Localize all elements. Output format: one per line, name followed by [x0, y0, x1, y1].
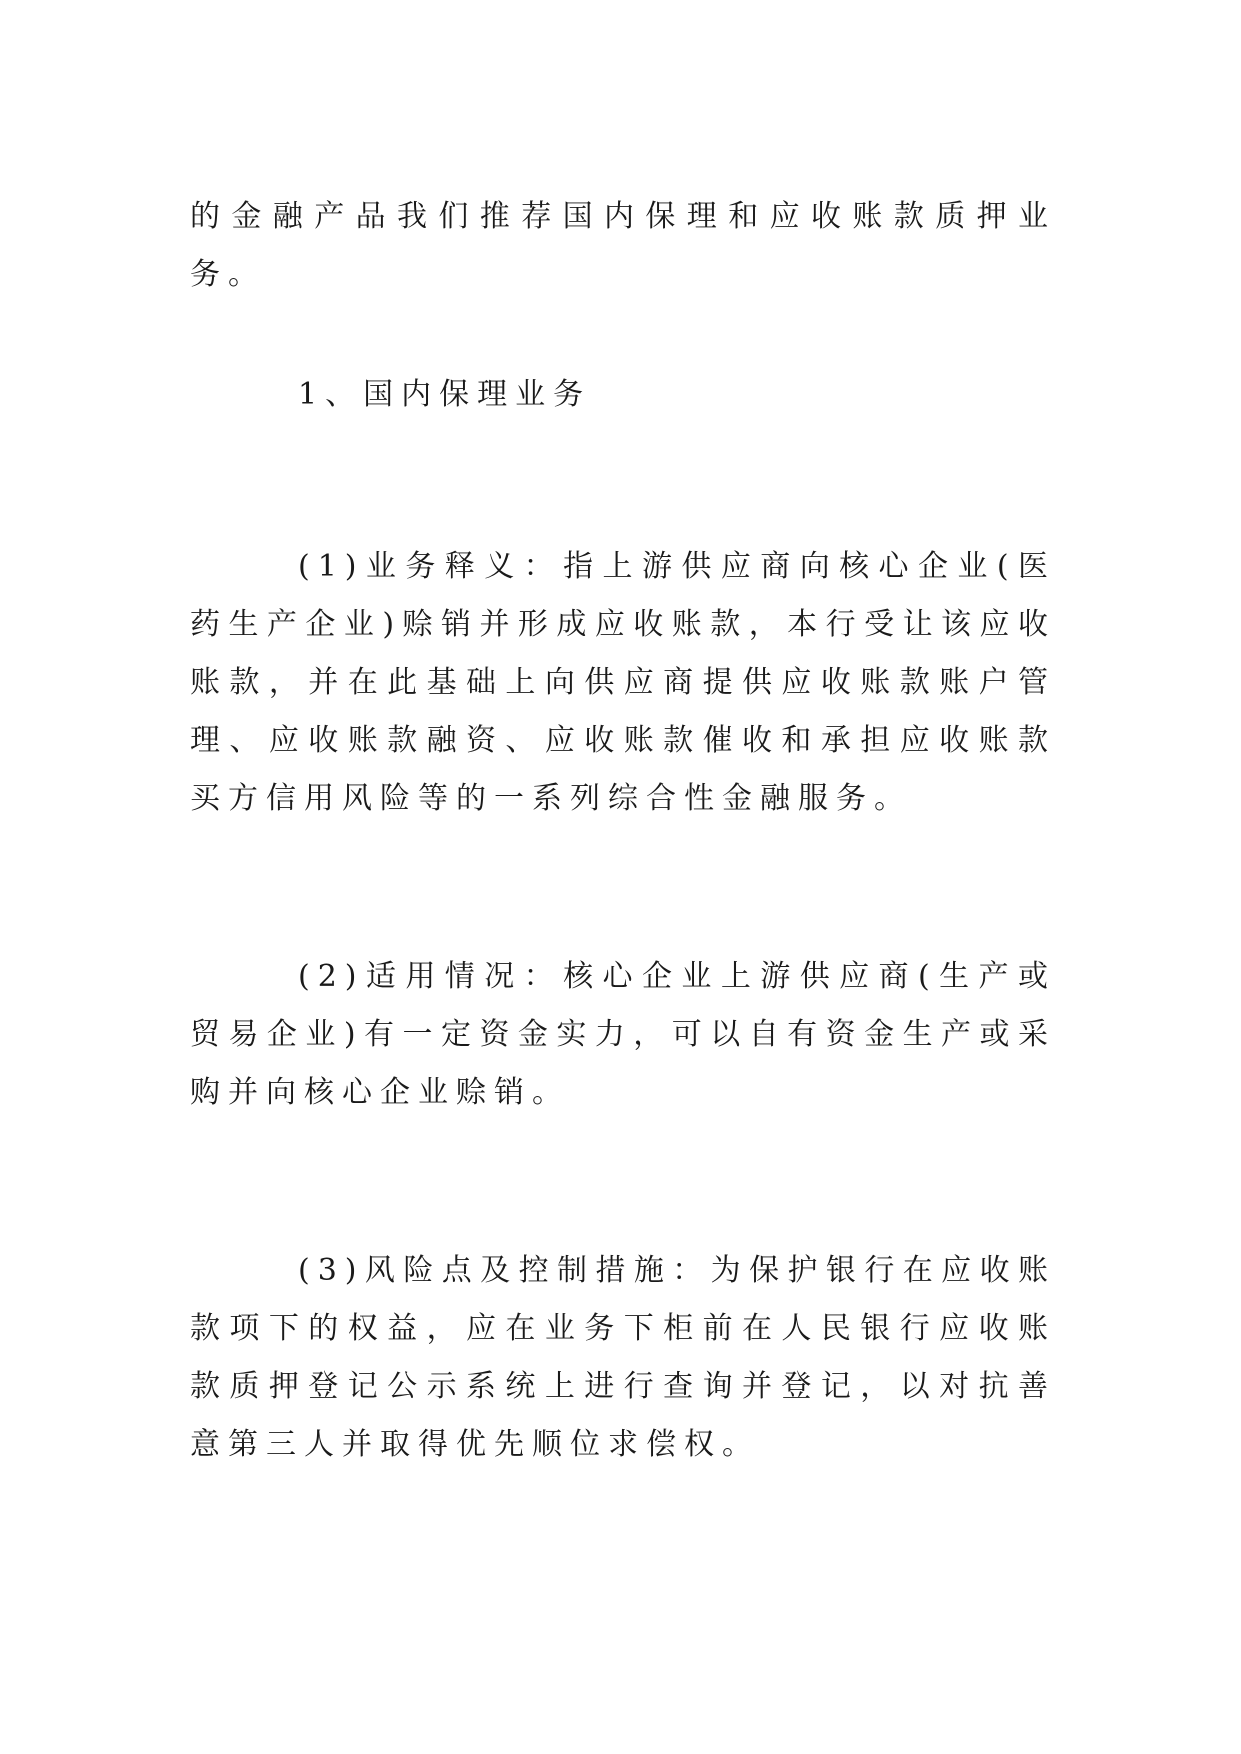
- paragraph-business-definition: (1)业务释义：指上游供应商向核心企业(医药生产企业)赊销并形成应收账款，本行受让该应收账款，并在此基础上向供应商提供应收账款账户管理、应收账款融资、应收账款催收和承担应收账款买方信用风险等的一系列综合性金融服务。: [190, 549, 1056, 816]
- intro-paragraph: 的金融产品我们推荐国内保理和应收账款质押业务。: [190, 199, 1056, 292]
- section-heading: 1、国内保理业务: [298, 377, 592, 412]
- paragraph-risk-control: (3)风险点及控制措施：为保护银行在应收账款项下的权益，应在业务下柜前在人民银行应收账款质押登记公示系统上进行查询并登记，以对抗善意第三人并取得优先顺位求偿权。: [190, 1253, 1056, 1462]
- paragraph-applicable-situation: (2)适用情况：核心企业上游供应商(生产或贸易企业)有一定资金实力，可以自有资金生产或采购并向核心企业赊销。: [190, 959, 1056, 1110]
